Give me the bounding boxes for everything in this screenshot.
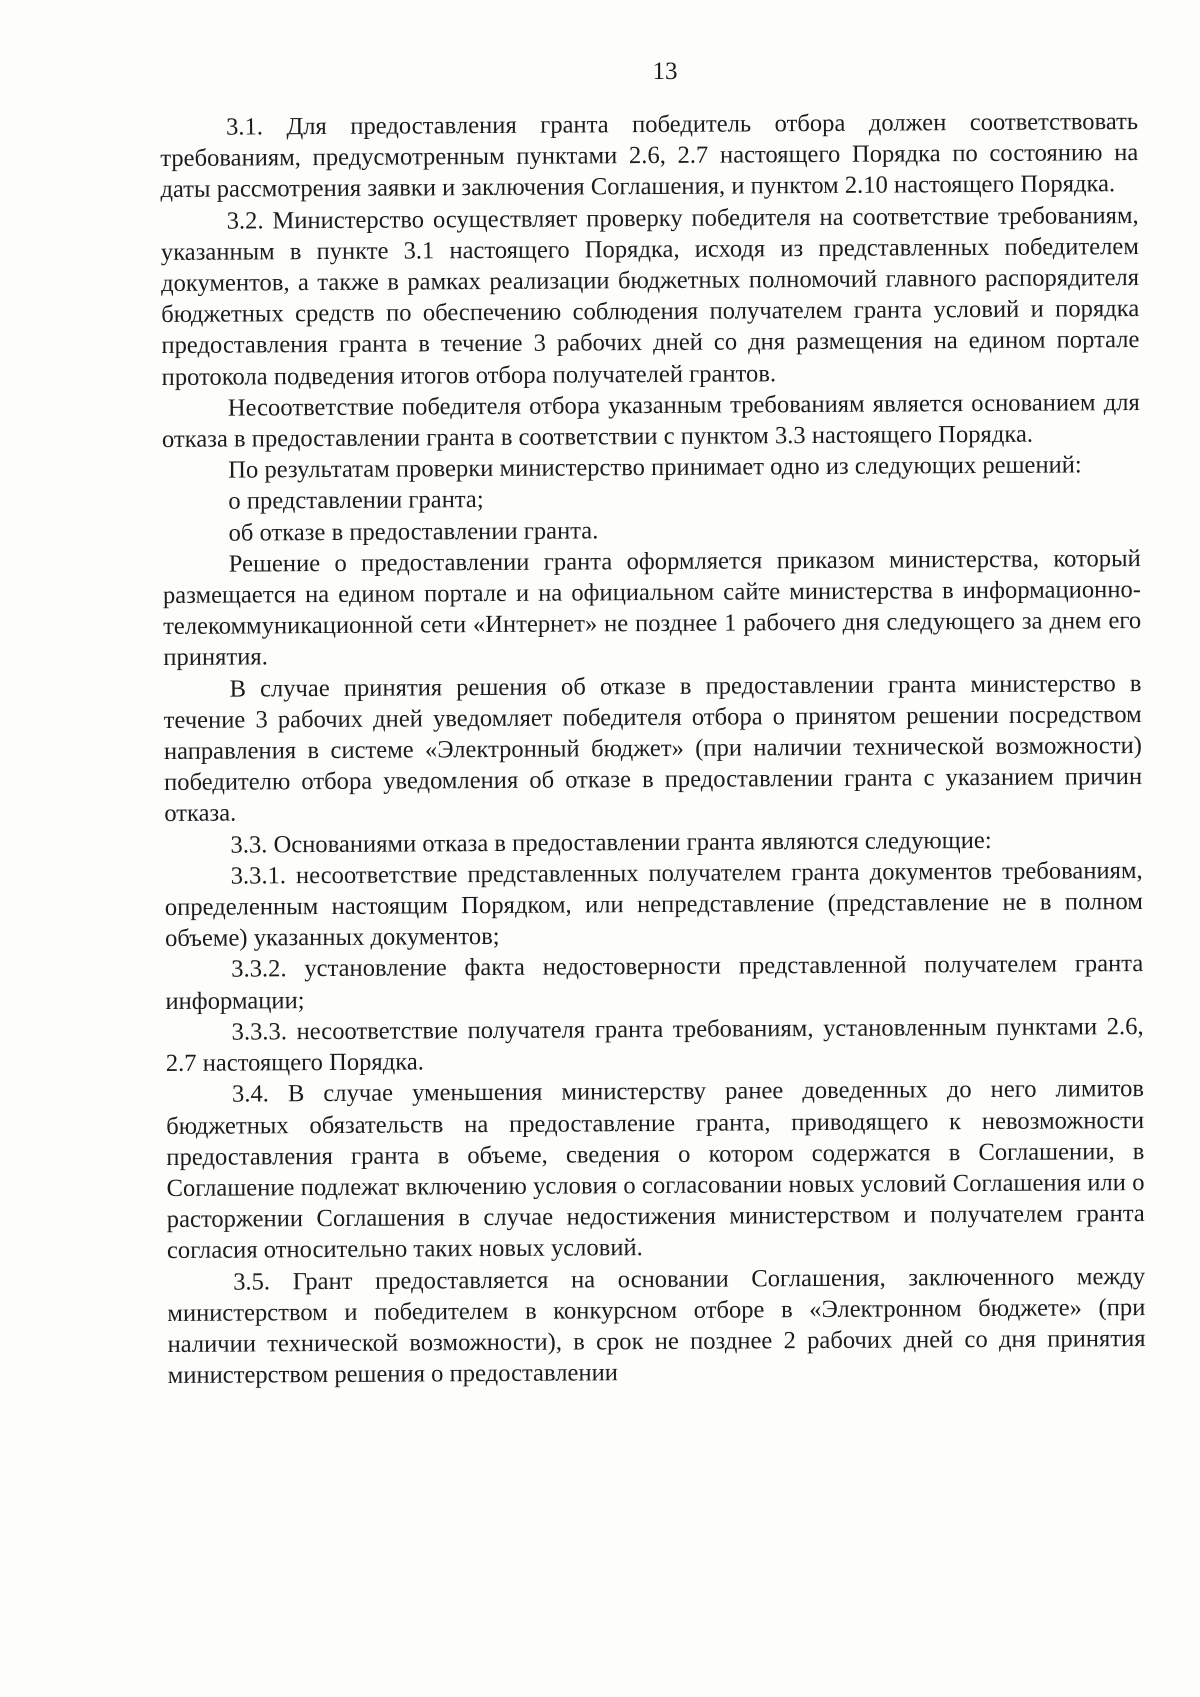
paragraph-grant-decision: Решение о предоставлении гранта оформляется приказом министерства, который размещается на едином портале и на официальном сайте министерства в информационно-телекоммуникационной сети «Интернет» не позднее 1 рабочего дня следующего за днем его принятия. xyxy=(162,544,1142,672)
paragraph-3-1: 3.1. Для предоставления гранта победитель отбора должен соответствовать требованиям, предусмотренным пунктами 2.6, 2.7 настоящего Порядка по состоянию на даты рассмотрения заявки и заключения Соглашения, и пунктом 2.10 настоящего Порядка. xyxy=(160,108,1139,204)
paragraph-3-4: 3.4. В случае уменьшения министерству ранее доведенных до него лимитов бюджетных обязательств на предоставление гранта, приводящего к невозможности предоставления гранта в объеме, сведения о котором содержатся в Соглашении, в Соглашение подлежат включению условия о согласовании новых условий Соглашения или о расторжении Соглашения в случае недостижения министерством и получателем гранта согласия относительно таких новых условий. xyxy=(166,1075,1145,1265)
page-number: 13 xyxy=(652,58,678,85)
paragraph-3-3-2: 3.3.2. установление факта недостоверности представленной получателем гранта информации; xyxy=(165,950,1144,1015)
decision-option-refusal: об отказе в предоставлении гранта. xyxy=(228,516,599,547)
paragraph-3-3: 3.3. Основаниями отказа в предоставлении гранта являются следующие: xyxy=(230,826,992,859)
document-body xyxy=(160,106,1146,1391)
paragraph-nonconformity: Несоответствие победителя отбора указанным требованиям является основанием для отказа в предоставлении гранта в соответствии с пунктом 3.3 настоящего Порядка. xyxy=(161,388,1140,454)
paragraph-refusal-notice: В случае принятия решения об отказе в предоставлении гранта министерство в течение 3 рабочих дней уведомляет победителя отбора о принятом решении посредством направления в системе «Электронный бюджет» (при наличии технической возможности) победителю отбора уведомления об отказе в предоставлении гранта с указанием причин отказа. xyxy=(163,669,1143,828)
paragraph-3-2: 3.2. Министерство осуществляет проверку победителя на соответствие требованиям, указанным в пункте 3.1 настоящего Порядка, исходя из представленных победителем документов, а также в рамках реализации бюджетных полномочий главного распорядителя бюджетных средств по обеспечению соблюдения получателем гранта условий и порядка предоставления гранта в течение 3 рабочих дней со дня размещения на едином портале протокола подведения итогов отбора получателей грантов. xyxy=(160,201,1140,391)
paragraph-check-results: По результатам проверки министерство принимает одно из следующих решений: xyxy=(228,451,1082,484)
paragraph-3-5: 3.5. Грант предоставляется на основании Соглашения, заключенного между министерством и победителем в конкурсном отборе в «Электронном бюджете» (при наличии технической возможности), в срок не позднее 2 рабочих дней со дня принятия министерством решения о предоставлении xyxy=(167,1262,1146,1390)
decision-option-grant: о представлении гранта; xyxy=(228,486,484,516)
paragraph-3-3-3: 3.3.3. несоответствие получателя гранта требованиям, установленным пунктами 2.6, 2.7 настоящего Порядка. xyxy=(165,1012,1144,1078)
paragraph-3-3-1: 3.3.1. несоответствие представленных получателем гранта документов требованиям, определенным настоящим Порядком, или непредставление (представление не в полном объеме) указанных документов; xyxy=(164,856,1143,953)
